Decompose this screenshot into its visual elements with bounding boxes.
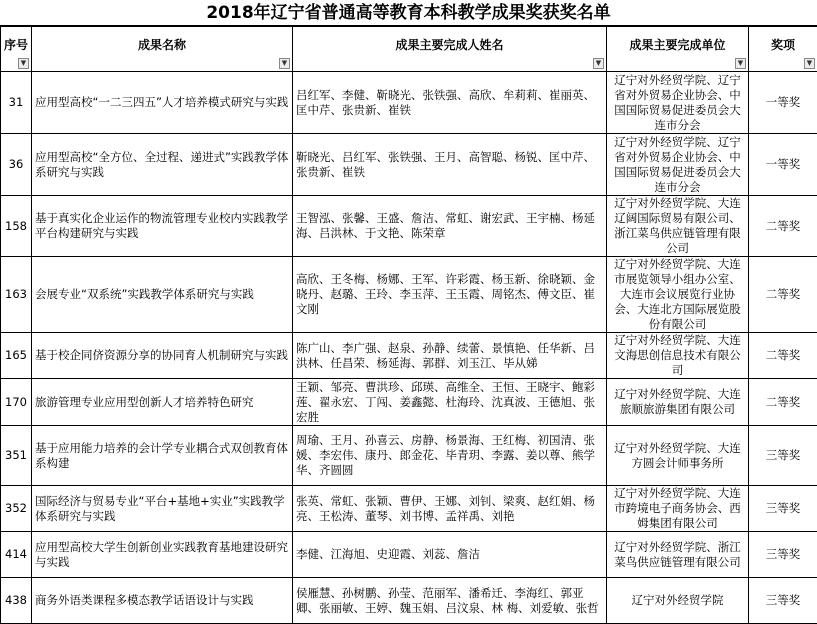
cell-number[interactable]: 351 (1, 426, 32, 486)
cell-persons[interactable]: 吕红军、李健、靳晓光、张铁强、高欣、牟莉莉、崔丽英、匡中芹、张贵新、崔铁 (293, 72, 607, 134)
cell-name[interactable]: 应用型高校“全方位、全过程、递进式”实践教学体系研究与实践 (32, 134, 293, 196)
table-row (1, 426, 817, 486)
cell-award[interactable]: 二等奖 (749, 333, 817, 379)
cell-name[interactable]: 基于真实化企业运作的物流管理专业校内实践教学平台构建研究与实践 (32, 196, 293, 257)
column-header-unit (607, 27, 749, 72)
cell-name[interactable]: 旅游管理专业应用型创新人才培养特色研究 (32, 379, 293, 426)
column-header-name-label: 成果名称 (35, 38, 289, 53)
table-row (1, 257, 817, 333)
column-header-persons-label: 成果主要完成人姓名 (296, 38, 603, 53)
table-row (1, 532, 817, 578)
table-row (1, 134, 817, 196)
cell-persons[interactable]: 靳晓光、吕红军、张铁强、王月、高智聪、杨锐、匡中芹、张贵新、崔铁 (293, 134, 607, 196)
cell-award[interactable]: 三等奖 (749, 578, 817, 624)
column-header-award (749, 27, 817, 72)
table-row (1, 486, 817, 532)
cell-persons[interactable]: 陈广山、李广强、赵泉、孙静、续蕾、景慎艳、任华新、吕洪林、任昌荣、杨延海、郭群、刘玉江、毕从娣 (293, 333, 607, 379)
cell-persons[interactable]: 王颖、邹亮、曹洪珍、邱瑛、高维全、王恒、王晓宇、鲍彩莲、翟永宏、丁闯、姜鑫懿、杜海玲、沈真波、王德旭、张宏胜 (293, 379, 607, 426)
cell-award[interactable]: 二等奖 (749, 257, 817, 333)
cell-number[interactable]: 438 (1, 578, 32, 624)
table-row (1, 72, 817, 134)
column-header-persons (293, 27, 607, 72)
cell-unit[interactable]: 辽宁对外经贸学院、大连方圆会计师事务所 (607, 426, 749, 486)
table-row (1, 578, 817, 624)
cell-unit[interactable]: 辽宁对外经贸学院、大连文海思创信息技术有限公司 (607, 333, 749, 379)
cell-name[interactable]: 应用型高校大学生创新创业实践教育基地建设研究与实践 (32, 532, 293, 578)
cell-persons[interactable]: 高欣、王冬梅、杨娜、王军、许彩霞、杨玉新、徐晓颖、金晓丹、赵璐、王玲、李玉萍、王玉霞、周铭杰、傅文臣、崔文刚 (293, 257, 607, 333)
cell-unit[interactable]: 辽宁对外经贸学院 (607, 578, 749, 624)
header-row (1, 27, 817, 72)
cell-name[interactable]: 国际经济与贸易专业“平台+基地+实业”实践教学体系研究与实践 (32, 486, 293, 532)
cell-persons[interactable]: 侯雁慧、孙树鹏、孙莹、范丽军、潘希迁、李海红、郭亚卿、张丽敏、王婷、魏玉娟、吕汶泉、林 梅、刘爱敏、张哲 (293, 578, 607, 624)
cell-name[interactable]: 基于校企同侪资源分享的协同育人机制研究与实践 (32, 333, 293, 379)
cell-persons[interactable]: 周瑜、王月、孙喜云、房静、杨景海、王红梅、初国清、张媛、李宏伟、康丹、郎金花、毕青玥、李露、姜以尊、熊学华、齐圆圆 (293, 426, 607, 486)
cell-persons[interactable]: 王智泓、张馨、王盛、詹洁、常虹、谢宏武、王宇楠、杨延海、吕洪林、于文艳、陈荣章 (293, 196, 607, 257)
filter-dropdown-icon[interactable]: ▼ (593, 58, 604, 69)
filter-dropdown-icon[interactable]: ▼ (18, 58, 29, 69)
cell-number[interactable]: 163 (1, 257, 32, 333)
cell-award[interactable]: 三等奖 (749, 426, 817, 486)
cell-persons[interactable]: 李健、江海旭、史迎霞、刘蕊、詹洁 (293, 532, 607, 578)
cell-number[interactable]: 352 (1, 486, 32, 532)
cell-award[interactable]: 二等奖 (749, 379, 817, 426)
table-row (1, 379, 817, 426)
column-header-number (1, 27, 32, 72)
cell-unit[interactable]: 辽宁对外经贸学院、大连辽阔国际贸易有限公司、浙江菜鸟供应链管理有限公司 (607, 196, 749, 257)
cell-number[interactable]: 170 (1, 379, 32, 426)
cell-award[interactable]: 一等奖 (749, 134, 817, 196)
cell-unit[interactable]: 辽宁对外经贸学院、大连市跨境电子商务协会、西姆集团有限公司 (607, 486, 749, 532)
cell-award[interactable]: 三等奖 (749, 486, 817, 532)
filter-active-icon[interactable]: ▼ (735, 58, 746, 69)
cell-number[interactable]: 414 (1, 532, 32, 578)
table-row (1, 333, 817, 379)
filter-dropdown-icon[interactable]: ▼ (804, 58, 815, 69)
cell-name[interactable]: 基于应用能力培养的会计学专业耦合式双创教育体系构建 (32, 426, 293, 486)
cell-award[interactable]: 二等奖 (749, 196, 817, 257)
cell-number[interactable]: 36 (1, 134, 32, 196)
column-header-award-label: 奖项 (752, 38, 814, 53)
column-header-name (32, 27, 293, 72)
awards-table (0, 26, 817, 624)
filter-dropdown-icon[interactable]: ▼ (279, 58, 290, 69)
cell-name[interactable]: 会展专业“双系统”实践教学体系研究与实践 (32, 257, 293, 333)
column-header-unit-label: 成果主要完成单位 (610, 38, 745, 53)
cell-name[interactable]: 商务外语类课程多模态教学话语设计与实践 (32, 578, 293, 624)
cell-number[interactable]: 165 (1, 333, 32, 379)
cell-number[interactable]: 158 (1, 196, 32, 257)
cell-name[interactable]: 应用型高校“一二三四五”人才培养模式研究与实践 (32, 72, 293, 134)
cell-unit[interactable]: 辽宁对外经贸学院、辽宁省对外贸易企业协会、中国国际贸易促进委员会大连市分会 (607, 134, 749, 196)
cell-number[interactable]: 31 (1, 72, 32, 134)
cell-unit[interactable]: 辽宁对外经贸学院、辽宁省对外贸易企业协会、中国国际贸易促进委员会大连市分会 (607, 72, 749, 134)
cell-unit[interactable]: 辽宁对外经贸学院、浙江菜鸟供应链管理有限公司 (607, 532, 749, 578)
cell-persons[interactable]: 张英、常虹、张颖、曹伊、王娜、刘钊、梁爽、赵红娟、杨亮、王松涛、董琴、刘书博、孟祥禹、刘艳 (293, 486, 607, 532)
cell-award[interactable]: 一等奖 (749, 72, 817, 134)
cell-award[interactable]: 三等奖 (749, 532, 817, 578)
cell-unit[interactable]: 辽宁对外经贸学院、大连市展览领导小组办公室、大连市会议展览行业协会、大连北方国际展览股份有限公司 (607, 257, 749, 333)
page-title: 2018年辽宁省普通高等教育本科教学成果奖获奖名单 (0, 0, 817, 26)
table-row (1, 196, 817, 257)
column-header-number-label: 序号 (4, 38, 28, 53)
cell-unit[interactable]: 辽宁对外经贸学院、大连旅顺旅游集团有限公司 (607, 379, 749, 426)
